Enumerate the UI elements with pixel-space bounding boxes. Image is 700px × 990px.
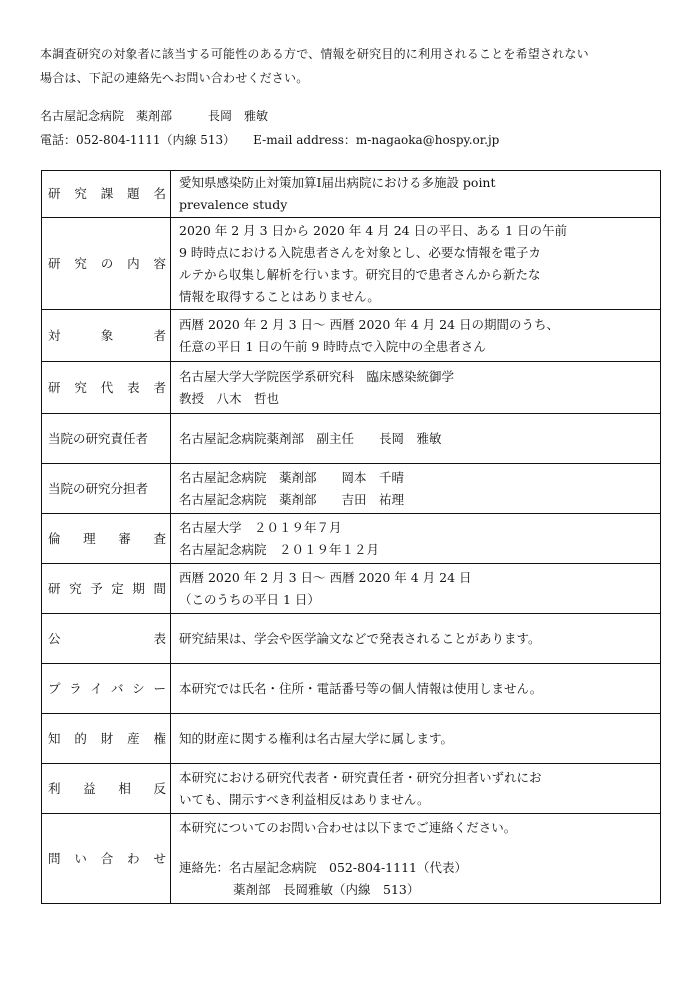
row-value: 西暦 2020 年 2 月 3 日～ 西暦 2020 年 4 月 24 日 （このうちの平日 1 日）	[171, 564, 661, 614]
row-value: 本研究における研究代表者・研究責任者・研究分担者いずれにお いても、開示すべき利益相反はありません。	[171, 764, 661, 814]
table-row	[42, 714, 661, 764]
study-info-table	[41, 170, 661, 904]
row-label: 研究の内容	[42, 218, 171, 310]
row-label: 研究代表者	[42, 362, 171, 414]
contact-name: 名古屋記念病院 薬剤部 長岡 雅敏	[40, 109, 269, 123]
row-label: 研究予定期間	[42, 564, 171, 614]
row-label: 当院の研究責任者	[42, 414, 171, 464]
intro-paragraph	[40, 42, 660, 90]
table-row	[42, 664, 661, 714]
row-value: 本研究では氏名・住所・電話番号等の個人情報は使用しません。	[171, 664, 661, 714]
row-label: 公表	[42, 614, 171, 664]
row-value: 愛知県感染防止対策加算Ⅰ届出病院における多施設 point prevalence study	[171, 171, 661, 218]
table-row	[42, 814, 661, 904]
contact-block	[40, 104, 660, 152]
table-row	[42, 362, 661, 414]
row-value: 名古屋記念病院 薬剤部 岡本 千晴 名古屋記念病院 薬剤部 吉田 祐理	[171, 464, 661, 514]
table-row	[42, 514, 661, 564]
intro-line: 場合は、下記の連絡先へお問い合わせください。	[40, 71, 309, 85]
table-row	[42, 218, 661, 310]
table-row	[42, 310, 661, 362]
table-row	[42, 171, 661, 218]
row-value: 本研究についてのお問い合わせは以下までご連絡ください。 連絡先：名古屋記念病院 052-804-1111（代表） 薬剤部 長岡雅敏（内線 513）	[171, 814, 661, 904]
row-label: 研究課題名	[42, 171, 171, 218]
table-row	[42, 564, 661, 614]
table-row	[42, 614, 661, 664]
row-label: 倫理審査	[42, 514, 171, 564]
row-value: 名古屋大学 ２０１９年７月 名古屋記念病院 ２０１９年１２月	[171, 514, 661, 564]
row-value: 研究結果は、学会や医学論文などで発表されることがあります。	[171, 614, 661, 664]
row-label: プライバシー	[42, 664, 171, 714]
row-label: 当院の研究分担者	[42, 464, 171, 514]
table-row	[42, 464, 661, 514]
row-label: 対象者	[42, 310, 171, 362]
row-value: 名古屋大学大学院医学系研究科 臨床感染統御学 教授 八木 哲也	[171, 362, 661, 414]
spacer	[179, 839, 654, 857]
contact-phone-email: 電話：052-804-1111（内線 513） E-mail address：m-nagaoka@hospy.or.jp	[40, 133, 500, 147]
row-value: 知的財産に関する権利は名古屋大学に属します。	[171, 714, 661, 764]
table-row	[42, 764, 661, 814]
row-value: 2020 年 2 月 3 日から 2020 年 4 月 24 日の平日、ある 1 日の午前 9 時時点における入院患者さんを対象とし、必要な情報を電子カ ルテから収集し解析を行います。研究目的で患者さんから新たな 情報を取得することはありません。	[171, 218, 661, 310]
row-value: 西暦 2020 年 2 月 3 日～ 西暦 2020 年 4 月 24 日の期間のうち、 任意の平日 1 日の午前 9 時時点で入院中の全患者さん	[171, 310, 661, 362]
row-label: 知的財産権	[42, 714, 171, 764]
row-label: 利益相反	[42, 764, 171, 814]
intro-line: 本調査研究の対象者に該当する可能性のある方で、情報を研究目的に利用されることを希望されない	[40, 47, 589, 61]
row-label: 問い合わせ	[42, 814, 171, 904]
row-value: 名古屋記念病院薬剤部 副主任 長岡 雅敏	[171, 414, 661, 464]
table-row	[42, 414, 661, 464]
